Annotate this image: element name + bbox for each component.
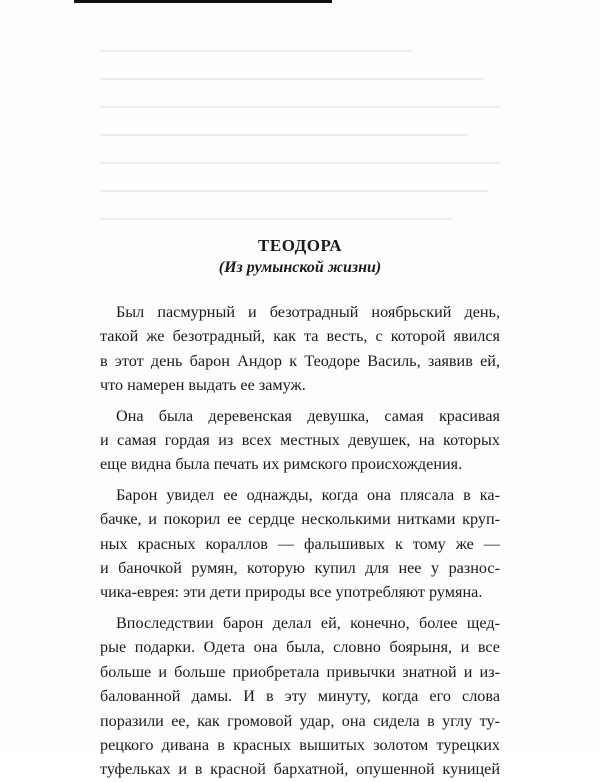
text-line: ных красных кораллов — фальшивых к тому же — bbox=[100, 534, 500, 553]
text-line: что намерен выдать ее замуж. bbox=[100, 376, 306, 395]
text-line: рецкого дивана в красных вышитых золотом турецких bbox=[100, 735, 500, 754]
text-line: туфельках и в красной бархатной, опушенной куницей bbox=[100, 760, 500, 779]
top-rule bbox=[74, 0, 332, 3]
text-line: в этот день барон Андор к Теодоре Василь, заявив ей, bbox=[100, 351, 500, 370]
story-content bbox=[100, 236, 500, 782]
text-line: Она была деревенская девушка, самая красивая bbox=[116, 406, 500, 425]
paragraph bbox=[100, 483, 500, 605]
story-title: ТЕОДОРА bbox=[258, 236, 342, 255]
paragraph bbox=[100, 404, 500, 477]
paragraph bbox=[100, 611, 500, 782]
text-line: Впоследствии барон делал ей, конечно, более щед- bbox=[116, 613, 500, 632]
story-subtitle: (Из румынской жизни) bbox=[218, 259, 382, 276]
story-body bbox=[100, 300, 500, 782]
text-line: такой же безотрадный, как та весть, с которой явился bbox=[100, 327, 500, 346]
text-line: чика-еврея: эти дети природы все употребляют румяна. bbox=[100, 583, 483, 602]
text-line: балованной дамы. И в эту минуту, когда его слова bbox=[100, 687, 500, 706]
paragraph bbox=[100, 300, 500, 398]
text-line: бачке, и покорил ее сердце несколькими нитками круп- bbox=[100, 510, 500, 529]
text-line: еще видна была печать их римского происхождения. bbox=[100, 455, 463, 474]
text-line: больше и больше приобретала привычки знатной и из- bbox=[100, 662, 500, 681]
text-line: и баночкой румян, которую купил для нее у разнос- bbox=[100, 559, 500, 578]
text-line: поразили ее, как громовой удар, она сидела в углу ту- bbox=[100, 711, 500, 730]
text-line: и самая гордая из всех местных девушек, на которых bbox=[100, 431, 500, 450]
text-line: рые подарки. Одета она была, словно боярыня, и все bbox=[100, 638, 500, 657]
text-line: Был пасмурный и безотрадный ноябрьский день, bbox=[116, 303, 500, 321]
text-line: Барон увидел ее однажды, когда она плясала в ка- bbox=[116, 485, 500, 504]
bleed-through-text bbox=[100, 50, 500, 246]
